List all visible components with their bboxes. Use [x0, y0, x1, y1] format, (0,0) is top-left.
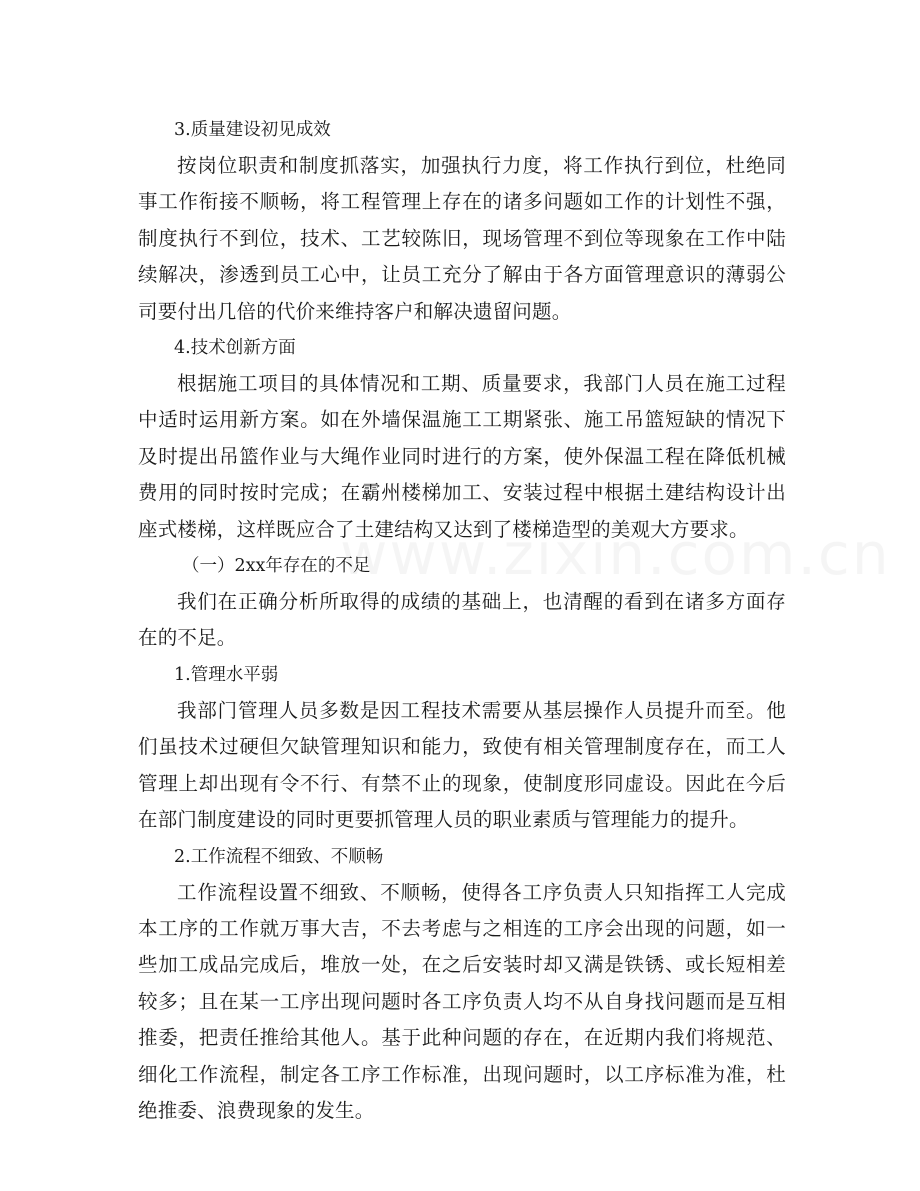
section-paragraph-shortcomings: 我们在正确分析所取得的成绩的基础上，也清醒的看到在诸多方面存在的不足。 — [138, 590, 786, 650]
section-paragraph-quality: 按岗位职责和制度抓落实，加强执行力度，将工作执行到位，杜绝同事工作衔接不顺畅，将工程管理上存在的诸多问题如工作的计划性不强，制度执行不到位，技术、工艺较陈旧，现场管理不到位等现象在工作中陆续解决，渗透到员工心中，让员工充分了解由于各方面管理意识的薄弱公司要付出几倍的代价来维持客户和解决遗留问题。 — [138, 154, 786, 323]
section-paragraph-management: 我部门管理人员多数是因工程技术需要从基层操作人员提升而至。他们虽技术过硬但欠缺管理知识和能力，致使有相关管理制度存在，而工人管理上却出现有令不行、有禁不止的现象，使制度形同虚设。因此在今后在部门制度建设的同时更要抓管理人员的职业素质与管理能力的提升。 — [138, 698, 786, 832]
section-heading-innovation: 4.技术创新方面 — [174, 338, 296, 359]
section-heading-shortcomings: （一）2xx年存在的不足 — [182, 556, 371, 577]
section-paragraph-workflow: 工作流程设置不细致、不顺畅，使得各工序负责人只知指挥工人完成本工序的工作就万事大吉，不去考虑与之相连的工序会出现的问题，如一些加工成品完成后，堆放一处，在之后安装时却又满是铁锈、或长短相差较多；且在某一工序出现问题时各工序负责人均不从自身找问题而是互相推委，把责任推给其他人。基于此种问题的存在，在近期内我们将规范、细化工作流程，制定各工序工作标准，出现问题时，以工序标准为准，杜绝推委、浪费现象的发生。 — [138, 880, 786, 1122]
section-paragraph-innovation: 根据施工项目的具体情况和工期、质量要求，我部门人员在施工过程中适时运用新方案。如在外墙保温施工工期紧张、施工吊篮短缺的情况下及时提出吊篮作业与大绳作业同时进行的方案，使外保温工程在降低机械费用的同时按时完成；在霸州楼梯加工、安装过程中根据土建结构设计出座式楼梯，这样既应合了土建结构又达到了楼梯造型的美观大方要求。 — [138, 372, 786, 541]
section-heading-management: 1.管理水平弱 — [174, 664, 279, 685]
section-heading-quality: 3.质量建设初见成效 — [174, 120, 331, 140]
section-heading-workflow: 2.工作流程不细致、不顺畅 — [174, 846, 384, 867]
document-body — [138, 112, 786, 1129]
